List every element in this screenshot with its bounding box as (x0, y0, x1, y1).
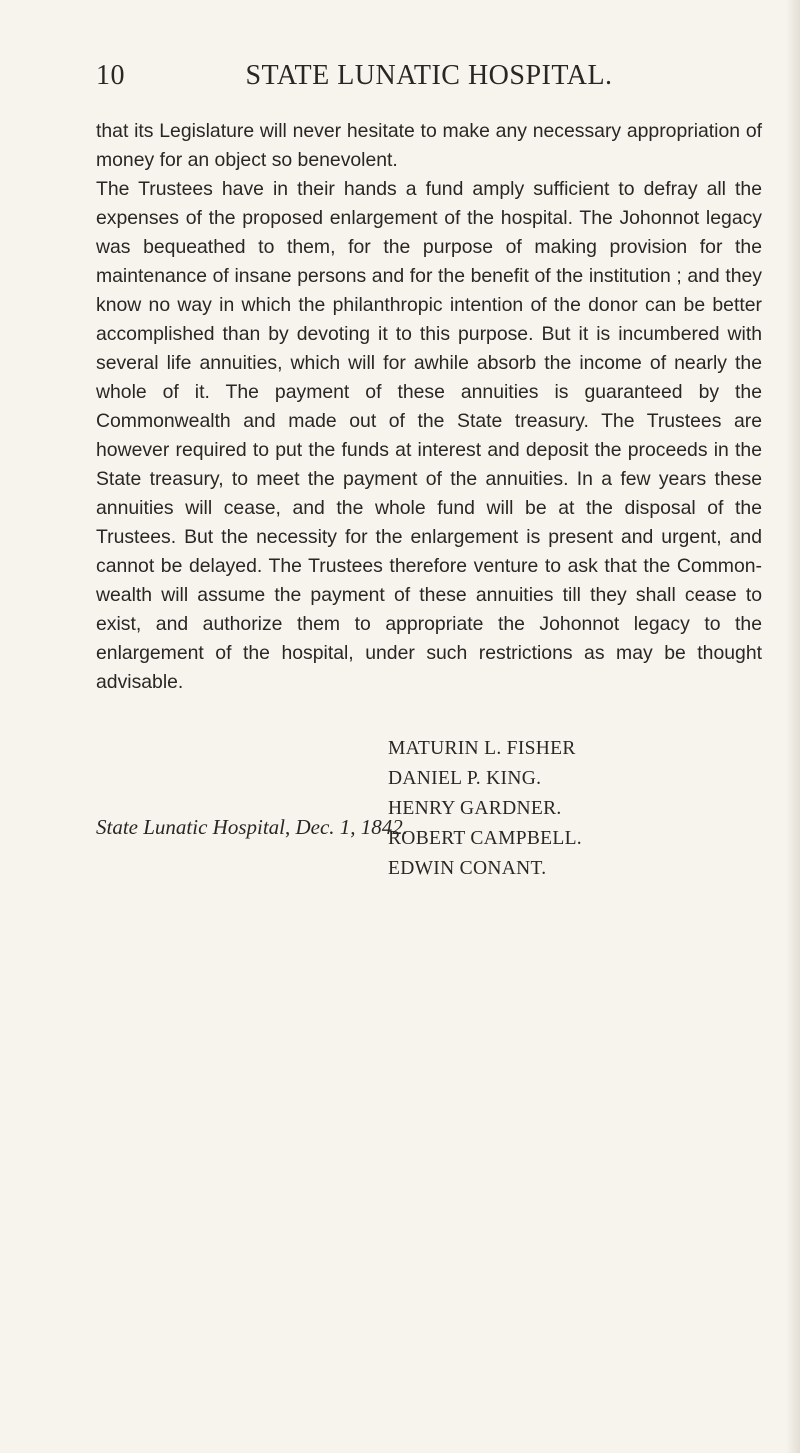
page-edge-shadow (786, 0, 800, 1453)
signatory-5: EDWIN CONANT. (388, 858, 547, 879)
signature-block (388, 734, 582, 884)
page-number: 10 (96, 60, 125, 91)
signatory-2: DANIEL P. KING. (388, 768, 542, 789)
paragraph-2: The Trustees have in their hands a fund amply sufficient to defray all the expenses of the proposed enlargement of the hospital. The Johonnot legacy was bequeathed to them, for the purpose of making provision for the maintenance of insane persons and for the benefit of the institution ; and they know no way in which the philanthropic intention of the donor can be better accomplished than by devoting it to this purpose. But it is incumbered with several life annuities, which will for awhile absorb the income of nearly the whole of it. The payment of these annuities is guaranteed by the Commonwealth and made out of the State treasury. The Trustees are however required to put the funds at interest and deposit the proceeds in the State treasury, to meet the payment of the annuities. In a few years these annuities will cease, and the whole fund will be at the disposal of the Trustees. But the necessity for the enlargement is present and urgent, and cannot be delayed. The Trustees therefore venture to ask that the Commonwealth will assume the payment of these annuities till they shall cease to exist, and authorize them to appropriate the Johonnot legacy to the enlargement of the hospital, under such restrictions as may be thought advisable. (96, 178, 762, 693)
dateline-place: State Lunatic Hospital (96, 815, 285, 839)
page-header (96, 60, 762, 100)
paragraph-1: that its Legislature will never hesitate to make any necessary appropriation of money for an object so benevolent. (96, 120, 762, 171)
dateline: State Lunatic Hospital, Dec. 1, 1842. (96, 815, 409, 839)
signatory-4: ROBERT CAMPBELL. (388, 828, 582, 849)
body-text (96, 117, 762, 697)
signatory-1: MATURIN L. FISHER (388, 738, 576, 759)
signatory-3: HENRY GARDNER. (388, 798, 562, 819)
running-title: STATE LUNATIC HOSPITAL. (245, 60, 613, 91)
dateline-date: Dec. 1, 1842. (295, 815, 409, 839)
